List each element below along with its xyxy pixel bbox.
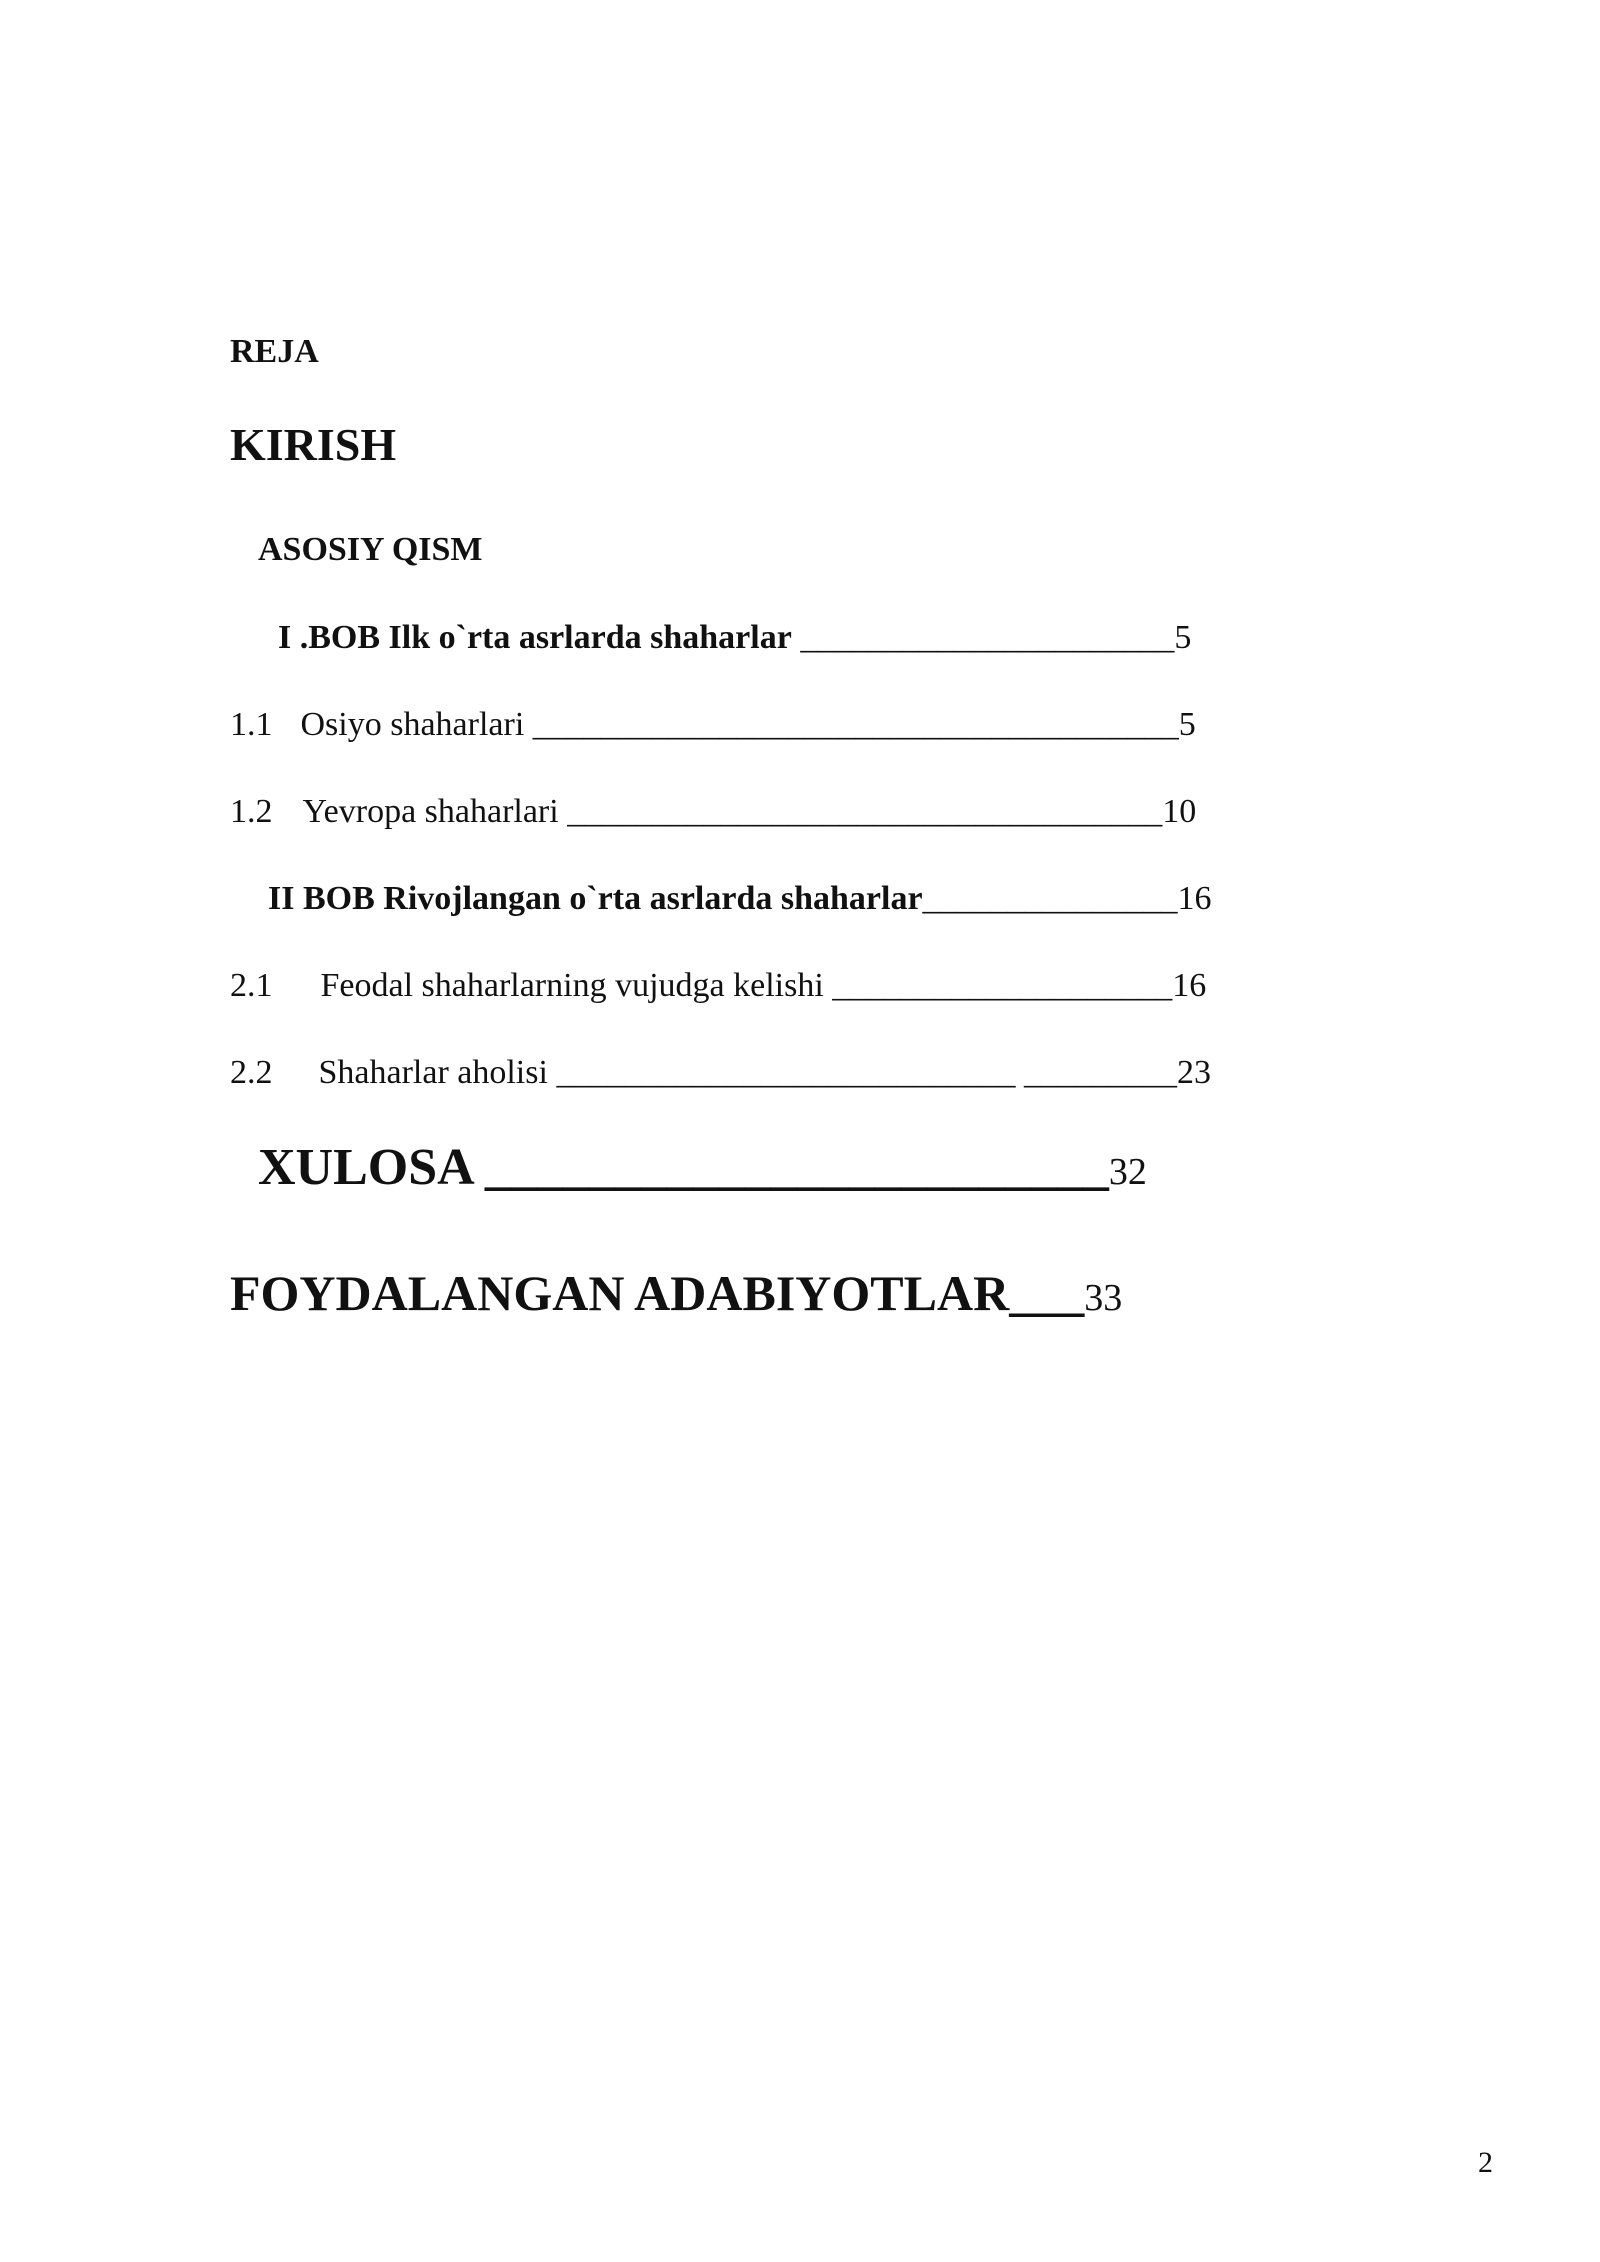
toc-page-number: 16 [1172,967,1207,1004]
toc-entry-label: Yevropa shaharlari [302,793,559,830]
toc-entry-conclusion [258,1139,1147,1196]
toc-page-number: 10 [1162,793,1197,830]
toc-leader: ___ [1009,1265,1085,1321]
toc-entry-section-2-2 [230,1056,1211,1090]
main-part-heading: ASOSIY QISM [258,531,483,568]
toc-entry-chapter-2 [268,882,1212,916]
page-number: 2 [1478,2146,1493,2179]
toc-entry-label: I .BOB Ilk o`rta asrlarda shaharlar [278,619,792,656]
toc-leader: ____________________ [823,967,1173,1004]
toc-entry-label: XULOSA [258,1139,472,1196]
introduction-heading: KIRISH [230,419,397,470]
toc-page-number: 5 [1174,619,1192,656]
toc-entry-chapter-1 [278,621,1191,655]
toc-section-number: 2.2 [230,1054,273,1091]
toc-page-number: 23 [1176,1054,1211,1091]
toc-entry-label: Feodal shaharlarning vujudga kelishi [320,967,824,1004]
toc-section-number: 1.1 [230,706,273,743]
toc-leader: ___________________________________ [558,793,1163,830]
toc-page-number: 5 [1178,706,1196,743]
toc-leader: ______________________________________ [524,706,1179,743]
toc-entry-section-2-1 [230,969,1206,1003]
toc-entry-label: Osiyo shaharlari [300,706,525,743]
toc-page-number: 33 [1084,1277,1123,1319]
toc-leader: ______________________ [791,619,1175,656]
toc-section-number: 2.1 [230,967,273,1004]
toc-entry-section-1-1 [230,708,1196,742]
toc-page-number: 16 [1177,880,1212,917]
toc-entry-section-1-2 [230,795,1196,829]
toc-page-number: 32 [1108,1151,1147,1193]
toc-entry-references [230,1265,1123,1321]
toc-leader: ________________________ [471,1139,1109,1196]
toc-entry-label: II BOB Rivojlangan o`rta asrlarda shaharlar [268,880,923,917]
toc-leader: _______________ [922,880,1178,917]
toc-leader: ___________________________ _________ [547,1054,1177,1091]
toc-entry-label: Shaharlar aholisi [318,1054,548,1091]
plan-heading: REJA [230,333,319,370]
toc-section-number: 1.2 [230,793,273,830]
toc-entry-label: FOYDALANGAN ADABIYOTLAR [230,1265,1010,1321]
